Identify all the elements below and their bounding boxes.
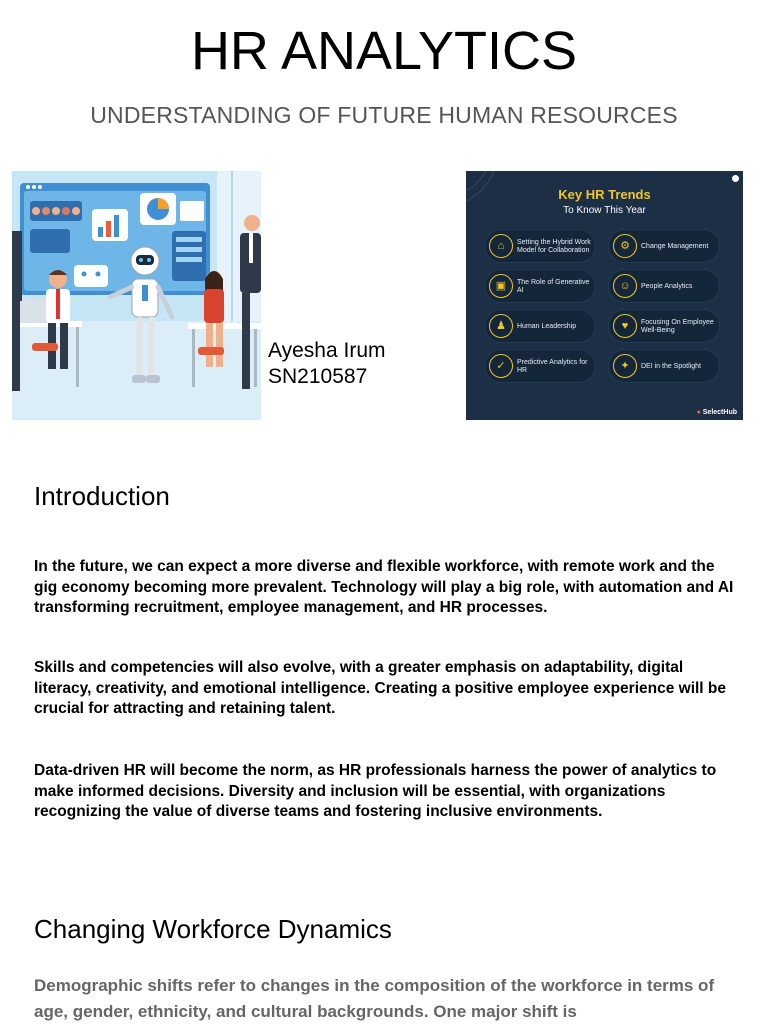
trend-item: ⌂ Setting the Hybrid Work Model for Collaboration — [484, 229, 596, 263]
brand-logo: ● SelectHub — [696, 409, 737, 416]
spotlight-icon: ✦ — [613, 354, 637, 378]
workforce-paragraph-1: Demographic shifts refer to changes in the composition of the workforce in terms of age, gender, ethnicity, and cultural backgrounds. One major shift is — [34, 976, 715, 1021]
brand-dot-icon: ● — [696, 409, 701, 416]
intro-paragraph-1: In the future, we can expect a more diverse and flexible workforce, with remote work and the gig economy becoming more prevalent. Technology will play a big role, with automation and AI transforming recruitment, employee management, and HR processes. — [34, 558, 734, 616]
intro-paragraph-2: Skills and competencies will also evolve, with a greater emphasis on adaptability, digital literacy, creativity, and emotional intelligence. Creating a positive employee experience will be crucial for attracting and retaining talent. — [34, 659, 727, 717]
author-id: SN210587 — [268, 365, 368, 388]
intro-paragraph-3: Data-driven HR will become the norm, as HR professionals harness the power of analytics to make informed decisions. Diversity and inclusion will be essential, with organizations recognizing the value of diverse teams and fostering inclusive environments. — [34, 762, 717, 820]
trend-item: ♥ Focusing On Employee Well-Being — [608, 309, 720, 343]
author-name: Ayesha Irum — [268, 339, 386, 362]
hybrid-work-icon: ⌂ — [489, 234, 513, 258]
trends-heading: Key HR Trends — [558, 187, 651, 202]
trend-item: ✓ Predictive Analytics for HR — [484, 349, 596, 383]
trend-item: ✦ DEI in the Spotlight — [608, 349, 720, 383]
trend-item: ⚙ Change Management — [608, 229, 720, 263]
workforce-heading: Changing Workforce Dynamics — [34, 914, 392, 944]
author-block — [268, 338, 386, 390]
trend-item: ☺ People Analytics — [608, 269, 720, 303]
introduction-heading: Introduction — [34, 481, 170, 511]
office-robot-illustration — [12, 171, 261, 420]
leader-icon: ♟ — [489, 314, 513, 338]
page-title: HR ANALYTICS — [190, 21, 578, 81]
page-subtitle: UNDERSTANDING OF FUTURE HUMAN RESOURCES — [90, 102, 678, 128]
close-icon — [732, 175, 739, 182]
people-icon: ☺ — [613, 274, 637, 298]
wellbeing-icon: ♥ — [613, 314, 637, 338]
analytics-icon: ✓ — [489, 354, 513, 378]
trend-item: ♟ Human Leadership — [484, 309, 596, 343]
gears-icon: ⚙ — [613, 234, 637, 258]
key-hr-trends-image — [466, 171, 743, 420]
trend-item: ▣ The Role of Generative AI — [484, 269, 596, 303]
trends-subheading: To Know This Year — [563, 205, 646, 216]
ai-chip-icon: ▣ — [489, 274, 513, 298]
